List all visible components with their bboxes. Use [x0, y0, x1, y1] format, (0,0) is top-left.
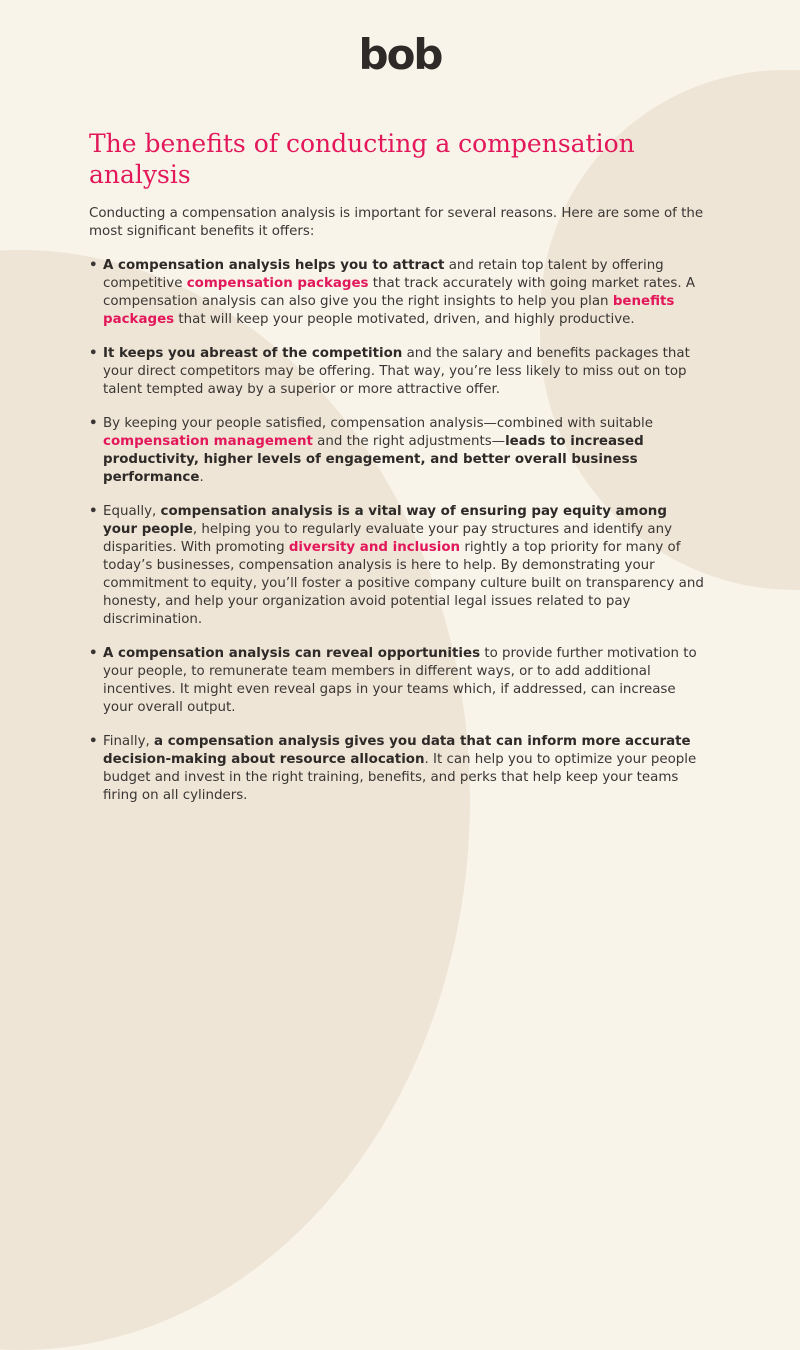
list-item-opportunities: • A compensation analysis can reveal opportunities to provide further motivation to your people, to remunerate team members in different ways, or to add additional incentives. It might even reveal gaps in your teams which, if addressed, can increase your overall output. — [89, 645, 704, 717]
list-item-resource-allocation: • Finally, a compensation analysis gives you data that can inform more accurate decision-making about resource allocation. It can help you to optimize your people budget and invest in the right training, benefits, and perks that help keep your teams firing on all cylinders. — [89, 733, 704, 805]
list-item-pay-equity: • Equally, compensation analysis is a vital way of ensuring pay equity among your people, helping you to regularly evaluate your pay structures and identify any disparities. With promoting diversity and inclusion rightly a top priority for many of today’s businesses, compensation analysis is here to help. By demonstrating your commitment to equity, you’ll foster a positive company culture built on transparency and honesty, and help your organization avoid potential legal issues related to pay discrimination. — [89, 503, 704, 629]
bob-logo: bob — [358, 30, 442, 79]
compensation-management-link[interactable]: compensation management — [103, 434, 313, 449]
compensation-packages-link[interactable]: compensation packages — [186, 276, 369, 291]
benefits-list — [89, 257, 704, 821]
intro-paragraph: Conducting a compensation analysis is important for several reasons. Here are some of the most significant benefits it offers: — [89, 206, 704, 239]
diversity-and-inclusion-link[interactable]: diversity and inclusion — [288, 540, 461, 555]
list-item-attract-talent: • A compensation analysis helps you to attract and retain top talent by offering competitive compensation packages that track accurately with going market rates. A compensation analysis can also give you the right insights to help you plan benefits packages that will keep your people motivated, driven, and highly productive. — [89, 257, 704, 329]
benefits-packages-link[interactable]: benefits packages — [103, 294, 675, 327]
list-item-competition: • It keeps you abreast of the competition and the salary and benefits packages that your direct competitors may be offering. That way, you’re less likely to miss out on top talent tempted away by a superior or more attractive offer. — [89, 345, 704, 399]
list-item-satisfaction: • By keeping your people satisfied, compensation analysis—combined with suitable compensation management and the right adjustments—leads to increased productivity, higher levels of engagement, and better overall business performance. — [89, 415, 704, 487]
page-title: The benefits of conducting a compensation analysis — [89, 129, 635, 189]
